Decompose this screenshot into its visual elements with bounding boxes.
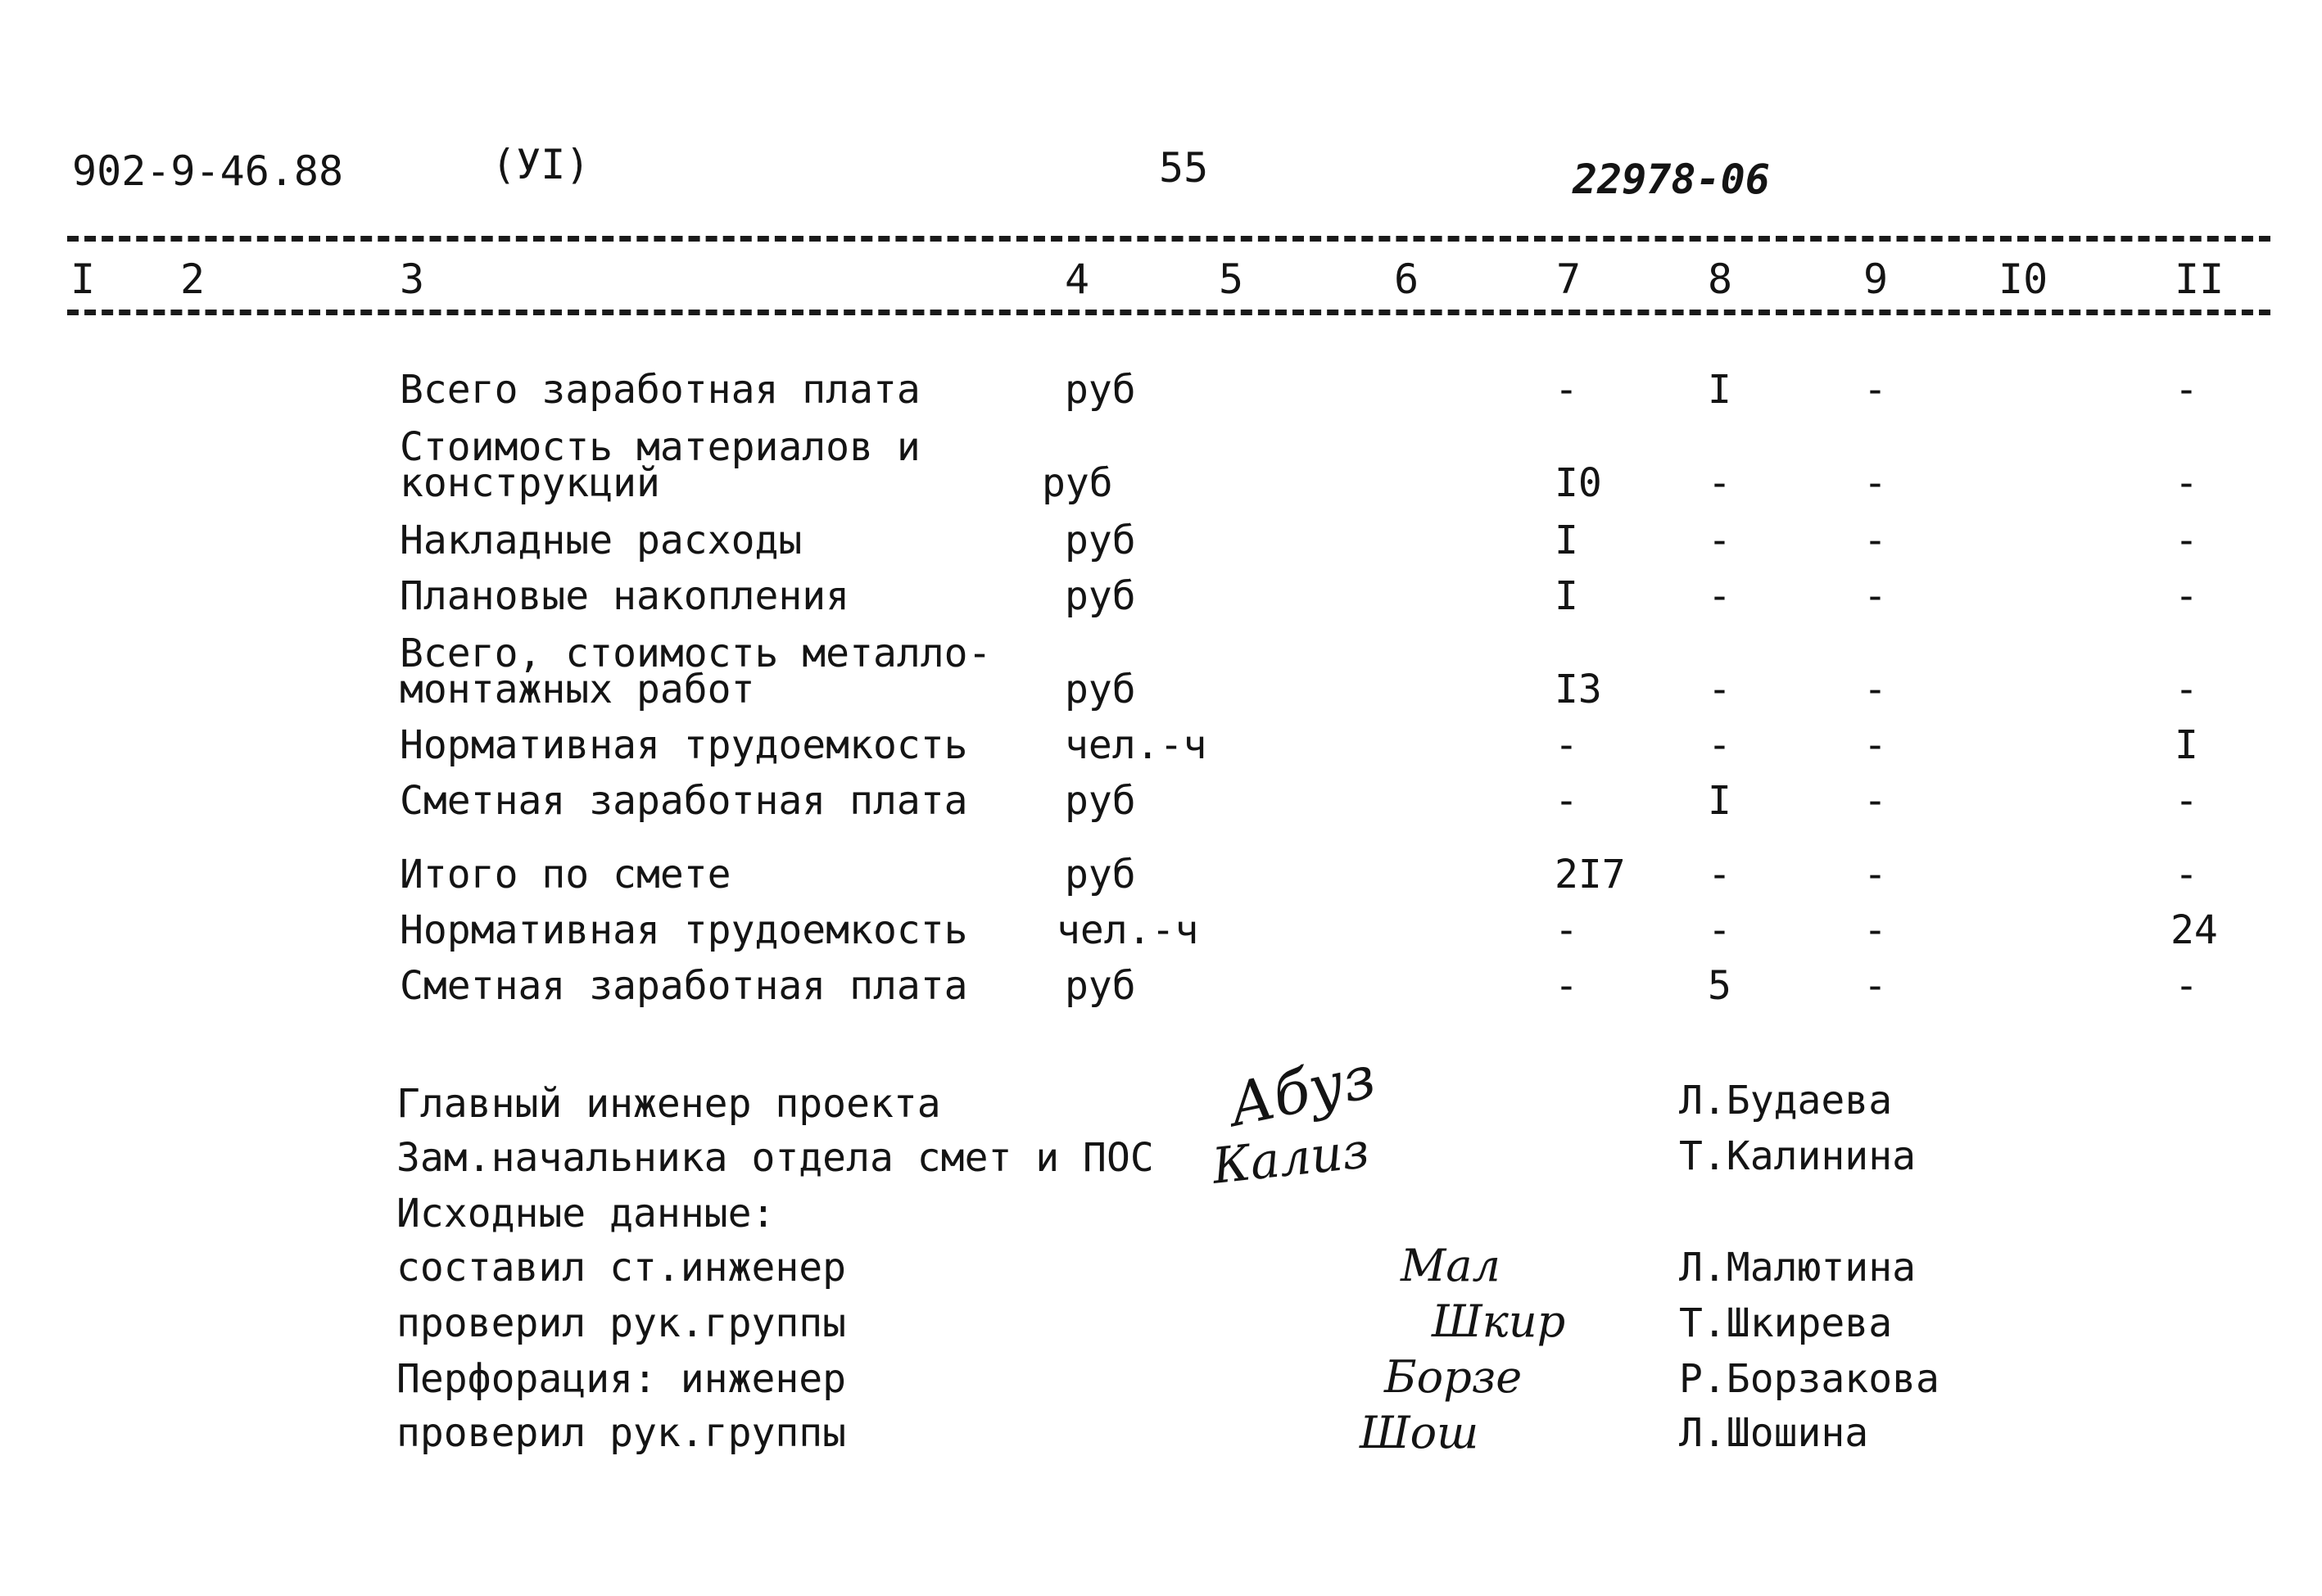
row-label: Стоимость материалов и bbox=[400, 424, 921, 470]
column-number: 5 bbox=[1219, 255, 1244, 303]
handwritten-signature: Абуз bbox=[1223, 1042, 1382, 1140]
cell-col8: - bbox=[1708, 518, 1731, 563]
cell-col11: - bbox=[2175, 778, 2198, 824]
cell-col7: I0 bbox=[1555, 460, 1602, 506]
section-label: Исходные данные: bbox=[396, 1191, 776, 1237]
cell-col9: - bbox=[1863, 778, 1887, 824]
cell-col8: - bbox=[1708, 460, 1731, 506]
cell-col7: 2I7 bbox=[1555, 852, 1626, 897]
signatory-name: Т.Калинина bbox=[1679, 1133, 1916, 1179]
cell-col9: - bbox=[1863, 963, 1887, 1009]
column-number: 6 bbox=[1394, 255, 1419, 303]
handwritten-signature: Шкир bbox=[1432, 1295, 1566, 1347]
column-number: II bbox=[2175, 255, 2225, 303]
cell-col9: - bbox=[1863, 460, 1887, 506]
row-label-continued: монтажных работ bbox=[400, 667, 755, 712]
row-unit: руб bbox=[1042, 460, 1113, 506]
cell-col9: - bbox=[1863, 722, 1887, 768]
column-number: 8 bbox=[1708, 255, 1733, 303]
row-unit: руб bbox=[1065, 778, 1136, 824]
handwritten-signature: Борзе bbox=[1384, 1351, 1523, 1403]
signatory-name: Л.Будаева bbox=[1679, 1078, 1893, 1124]
cell-col8: I bbox=[1708, 367, 1731, 413]
row-unit: руб bbox=[1065, 367, 1136, 413]
handwritten-signature: Кализ bbox=[1209, 1122, 1372, 1196]
cell-col8: - bbox=[1708, 852, 1731, 897]
cell-col9: - bbox=[1863, 573, 1887, 619]
column-number: 3 bbox=[400, 255, 425, 303]
handwritten-signature: Шош bbox=[1360, 1407, 1479, 1458]
row-unit: чел.-ч bbox=[1065, 722, 1207, 768]
signatory-name: Т.Шкирева bbox=[1679, 1300, 1893, 1346]
signatory-name: Р.Борзакова bbox=[1679, 1356, 1940, 1402]
row-label: Плановые накопления bbox=[400, 573, 850, 619]
cell-col11: - bbox=[2175, 460, 2198, 506]
cell-col7: - bbox=[1555, 722, 1578, 768]
signatory-role: составил ст.инженер bbox=[396, 1245, 847, 1291]
cell-col11: I bbox=[2175, 722, 2198, 768]
project-code: 902-9-46.88 bbox=[72, 147, 344, 195]
column-number: 4 bbox=[1065, 255, 1090, 303]
row-label: Всего заработная плата bbox=[400, 367, 921, 413]
column-number: 9 bbox=[1863, 255, 1889, 303]
row-unit: руб bbox=[1065, 573, 1136, 619]
cell-col11: - bbox=[2175, 367, 2198, 413]
row-label: Итого по смете bbox=[400, 852, 731, 897]
cell-col11: 24 bbox=[2170, 907, 2218, 953]
signatory-name: Л.Шошина bbox=[1679, 1410, 1869, 1456]
cell-col8: - bbox=[1708, 573, 1731, 619]
cell-col11: - bbox=[2175, 667, 2198, 712]
signatory-role: проверил рук.группы bbox=[396, 1410, 847, 1456]
row-unit: руб bbox=[1065, 518, 1136, 563]
row-label: Всего, стоимость металло- bbox=[400, 631, 992, 676]
cell-col7: - bbox=[1555, 963, 1578, 1009]
signatory-role: Перфорация: инженер bbox=[396, 1356, 847, 1402]
cell-col11: - bbox=[2175, 852, 2198, 897]
row-label: Сметная заработная плата bbox=[400, 963, 968, 1009]
handwritten-signature: Мал bbox=[1401, 1240, 1500, 1291]
cell-col8: - bbox=[1708, 722, 1731, 768]
signatory-role: Главный инженер проекта bbox=[396, 1081, 941, 1127]
row-unit: руб bbox=[1065, 852, 1136, 897]
cell-col8: I bbox=[1708, 778, 1731, 824]
column-number: 2 bbox=[180, 255, 206, 303]
cell-col7: - bbox=[1555, 778, 1578, 824]
row-unit: руб bbox=[1065, 667, 1136, 712]
cell-col9: - bbox=[1863, 518, 1887, 563]
column-number: I bbox=[70, 255, 96, 303]
cell-col9: - bbox=[1863, 667, 1887, 712]
cell-col7: - bbox=[1555, 367, 1578, 413]
cell-col9: - bbox=[1863, 852, 1887, 897]
row-label: Накладные расходы bbox=[400, 518, 803, 563]
signatory-name: Л.Малютина bbox=[1679, 1245, 1916, 1291]
cell-col8: - bbox=[1708, 667, 1731, 712]
cell-col7: I bbox=[1555, 573, 1578, 619]
row-label: Нормативная трудоемкость bbox=[400, 722, 968, 768]
signatory-role: Зам.начальника отдела смет и ПОС bbox=[396, 1135, 1154, 1181]
row-unit: чел.-ч bbox=[1057, 907, 1199, 953]
cell-col9: - bbox=[1863, 907, 1887, 953]
cell-col7: I3 bbox=[1555, 667, 1602, 712]
row-label-continued: конструкций bbox=[400, 460, 660, 506]
volume-label: (УI) bbox=[491, 141, 591, 188]
cell-col7: - bbox=[1555, 907, 1578, 953]
column-number: 7 bbox=[1556, 255, 1582, 303]
row-label: Нормативная трудоемкость bbox=[400, 907, 968, 953]
document-number: 22978-06 bbox=[1573, 156, 1770, 203]
page-number: 55 bbox=[1159, 144, 1209, 192]
table-header-rule bbox=[67, 310, 2270, 315]
column-number: I0 bbox=[1998, 255, 2048, 303]
signatory-role: проверил рук.группы bbox=[396, 1300, 847, 1346]
cell-col8: - bbox=[1708, 907, 1731, 953]
cell-col11: - bbox=[2175, 518, 2198, 563]
cell-col8: 5 bbox=[1708, 963, 1731, 1009]
cell-col11: - bbox=[2175, 963, 2198, 1009]
cell-col9: - bbox=[1863, 367, 1887, 413]
table-top-rule bbox=[67, 236, 2270, 242]
cell-col11: - bbox=[2175, 573, 2198, 619]
cell-col7: I bbox=[1555, 518, 1578, 563]
row-label: Сметная заработная плата bbox=[400, 778, 968, 824]
row-unit: руб bbox=[1065, 963, 1136, 1009]
